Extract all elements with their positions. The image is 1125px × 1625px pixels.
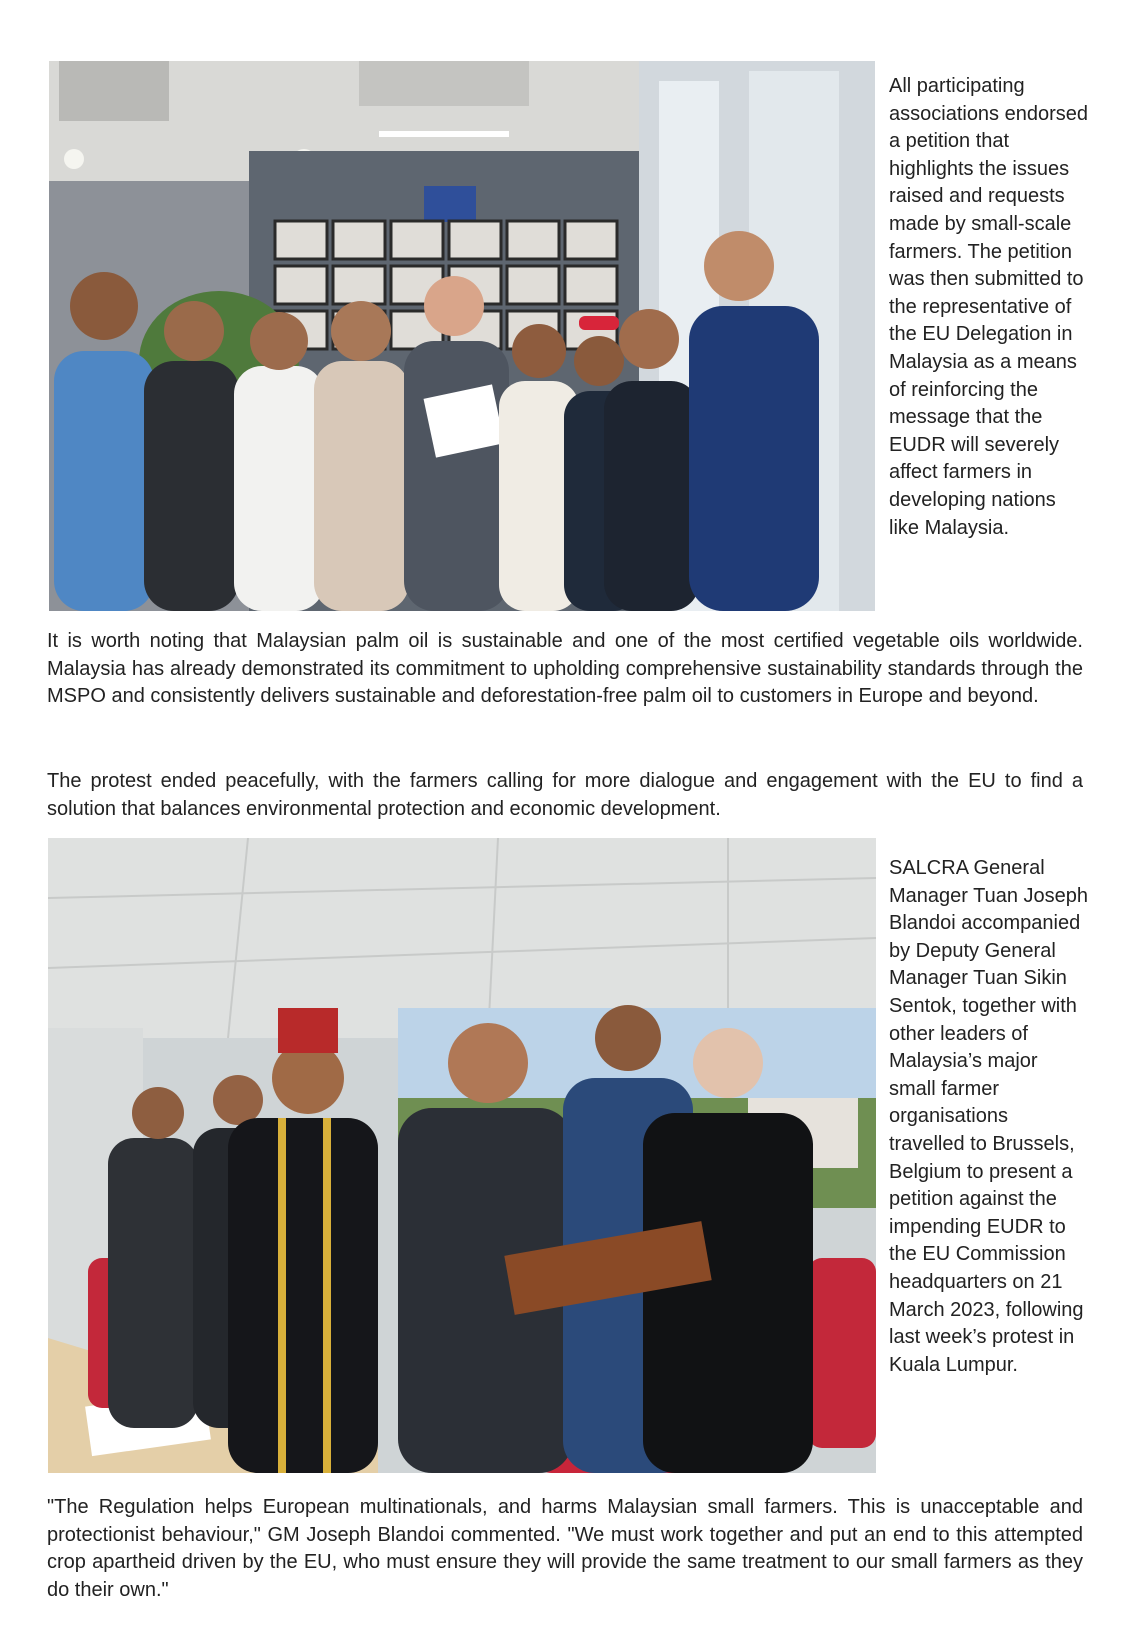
paragraph-blandoi-quote: "The Regulation helps European multinationals, and harms Malaysian small farmers. This is unacceptable and protectionist behaviour," GM Joseph Blandoi commented. "We must work together and put an end to this attempted crop apartheid driven by the EU, who must ensure they will provide the same treatment to our small farmers as they do their own.": [47, 1496, 1083, 1601]
photo-caption-petition: All participating associations endorsed a petition that highlights the issues raised and requests made by small-scale farmers. The petition was then submitted to the representative of the EU Delegation in Malaysia as a means of reinforcing the message that the EUDR will severely affect farmers in developing nations like Malaysia.: [889, 75, 1089, 539]
group-photo-petition-malaysia: [49, 61, 875, 611]
group-photo-brussels-petition: [48, 838, 876, 1473]
photo-illustration: [49, 61, 875, 611]
paragraph-protest-ended: The protest ended peacefully, with the farmers calling for more dialogue and engagement with the EU to find a solution that balances environmental protection and economic development.: [47, 770, 1083, 820]
photo-illustration: [48, 838, 876, 1473]
paragraph-sustainability: It is worth noting that Malaysian palm oil is sustainable and one of the most certified vegetable oils worldwide. Malaysia has already demonstrated its commitment to upholding comprehensive sustainability standards through the MSPO and consistently delivers sustainable and deforestation-free palm oil to customers in Europe and beyond.: [47, 630, 1083, 707]
photo-caption-brussels: SALCRA General Manager Tuan Joseph Blandoi accompanied by Deputy General Manager Tuan Sikin Sentok, together with other leaders of Malaysia’s major small farmer organisations travelled to Brussels, Belgium to present a petition against the impending EUDR to the EU Commission headquarters on 21 March 2023, following last week’s protest in Kuala Lumpur.: [889, 857, 1089, 1376]
